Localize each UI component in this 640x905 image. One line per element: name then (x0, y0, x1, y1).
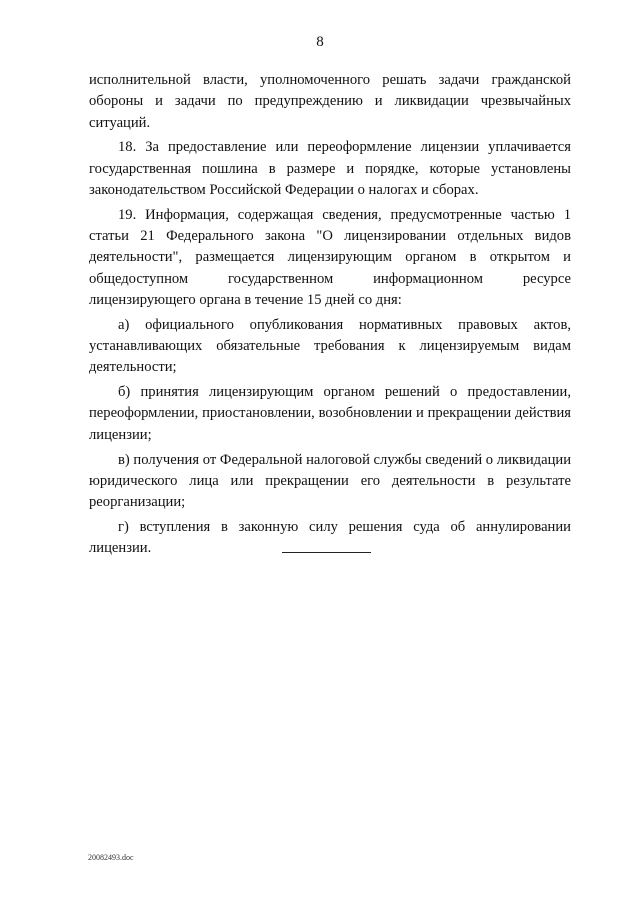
end-divider-line (282, 552, 371, 553)
footer-file-name: 20082493.doc (88, 853, 134, 862)
paragraph-continuation: исполнительной власти, уполномоченного решать задачи гражданской обороны и задачи по предупреждению и ликвидации чрезвычайных ситуаций. (89, 72, 571, 131)
subparagraph-b: б) принятия лицензирующим органом решений о предоставлении, переоформлении, приостановлении, возобновлении и прекращении действия лицензии; (89, 384, 571, 443)
document-body (89, 70, 571, 563)
page-number: 8 (316, 34, 324, 50)
paragraph-item-19: 19. Информация, содержащая сведения, предусмотренные частью 1 статьи 21 Федерального закона "О лицензировании отдельных видов деятельности", размещается лицензирующим органом в открытом и общедоступном государственном информационном ресурсе лицензирующего органа в течение 15 дней со дня: (89, 206, 571, 308)
subparagraph-a: а) официального опубликования нормативных правовых актов, устанавливающих обязательные требования к лицензируемым видам деятельности; (89, 316, 571, 376)
paragraph-item-18: 18. За предоставление или переоформление лицензии уплачивается государственная пошлина в размере и порядке, которые установлены законодательством Российской Федерации о налогах и сборах. (89, 139, 571, 198)
subparagraph-g: г) вступления в законную силу решения суда об аннулировании лицензии. (89, 518, 571, 557)
subparagraph-v: в) получения от Федеральной налоговой службы сведений о ликвидации юридического лица или прекращении его деятельности в результате реорганизации; (89, 451, 571, 511)
